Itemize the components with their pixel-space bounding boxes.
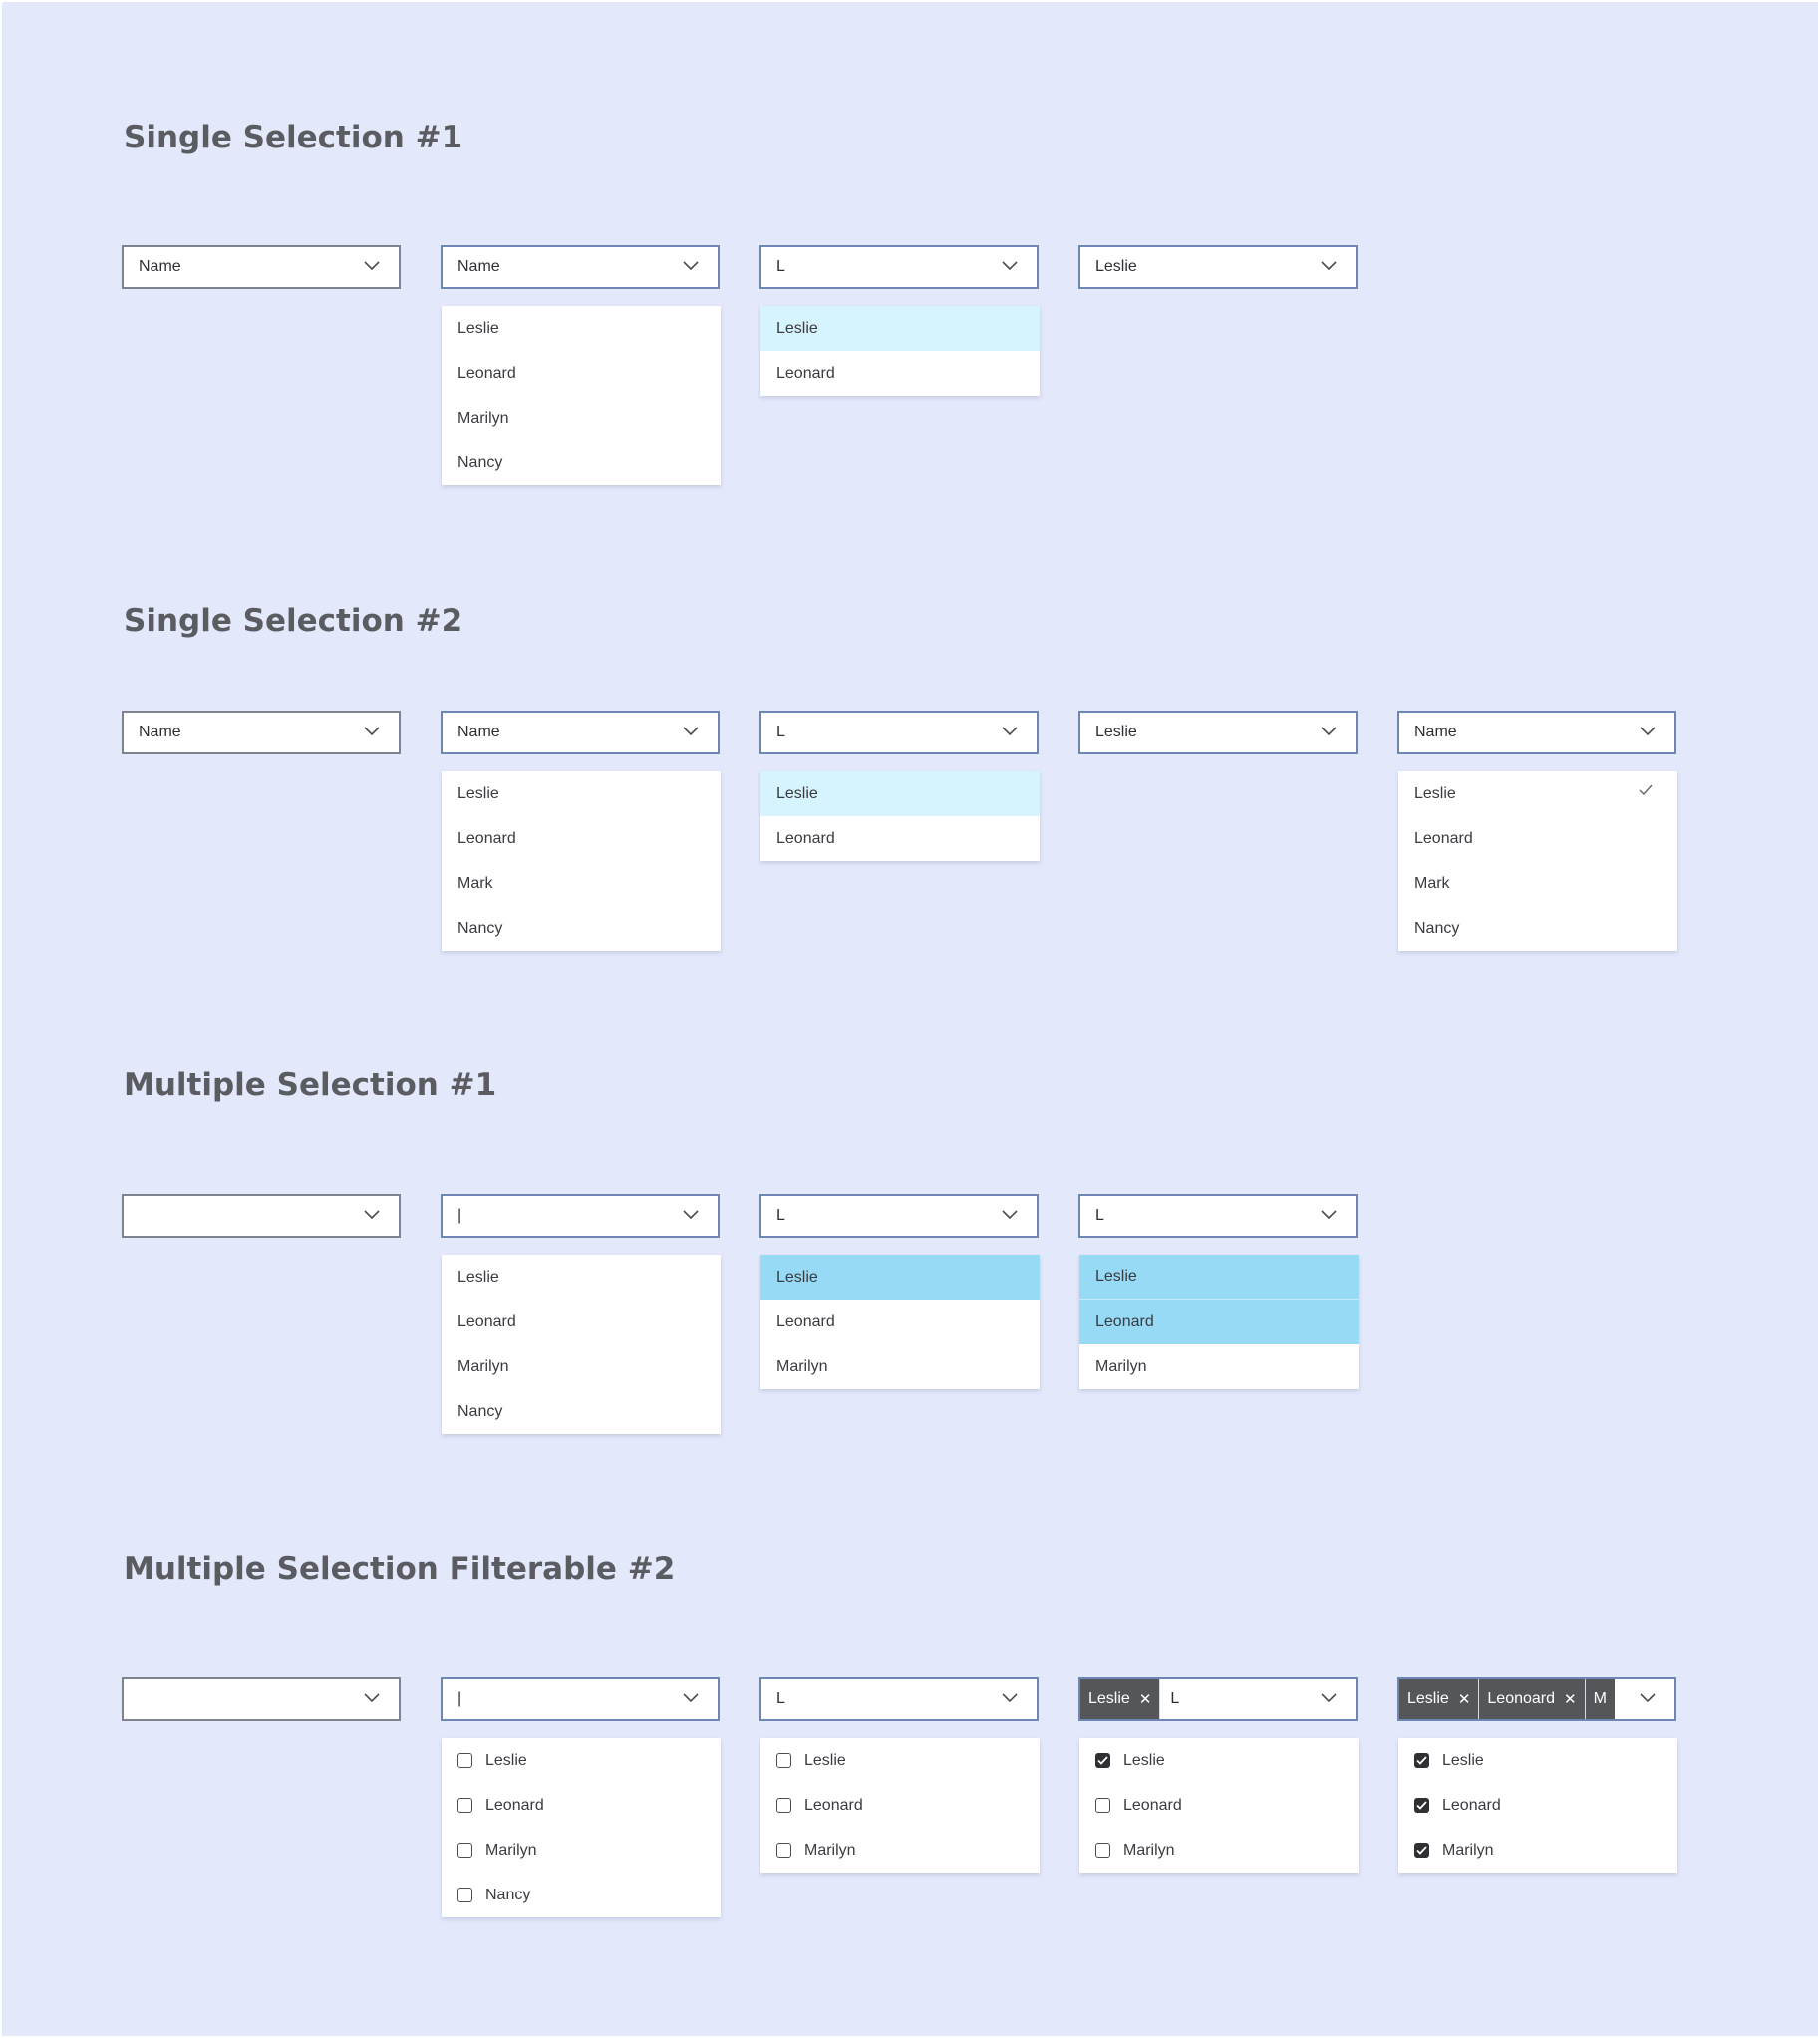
chevron-down-icon[interactable] [363, 725, 381, 738]
multi-select-open[interactable] [441, 1194, 720, 1238]
option-item[interactable]: Marilyn [776, 1357, 828, 1375]
checkbox-icon[interactable] [1095, 1798, 1110, 1813]
name-select-open-checked[interactable] [1397, 711, 1676, 754]
option-label: Leslie [1123, 1751, 1165, 1769]
close-icon[interactable]: ✕ [1457, 1691, 1471, 1708]
checkbox-option[interactable] [1079, 1783, 1359, 1828]
option-item[interactable]: Leslie [457, 1268, 499, 1286]
checkbox-option[interactable] [442, 1873, 721, 1917]
option-item[interactable]: Nancy [457, 919, 503, 937]
section-title-multiple-1: Multiple Selection #1 [124, 1067, 497, 1103]
checkbox-icon[interactable] [457, 1798, 472, 1813]
select-value: Name [457, 724, 500, 740]
selected-chip[interactable] [1479, 1679, 1585, 1719]
option-item[interactable]: Leonard [776, 364, 835, 382]
checkbox-icon[interactable] [457, 1843, 472, 1858]
chevron-down-icon[interactable] [363, 1208, 381, 1222]
selected-chip-truncated[interactable] [1586, 1679, 1615, 1719]
dropdown-menu [442, 306, 721, 485]
name-select-open[interactable] [441, 245, 720, 289]
option-item[interactable]: Mark [457, 874, 493, 892]
option-label: Leonard [485, 1796, 544, 1814]
section-title-single-1: Single Selection #1 [124, 120, 463, 155]
chip-label: Leslie [1088, 1690, 1130, 1707]
dropdown-menu [1398, 1738, 1677, 1873]
checkbox-option[interactable] [760, 1783, 1040, 1828]
option-label: Nancy [485, 1886, 531, 1903]
multi-chip-select[interactable] [1397, 1677, 1676, 1721]
multi-filter-select[interactable] [1078, 1194, 1358, 1238]
checkbox-option[interactable] [760, 1828, 1040, 1873]
checkbox-icon[interactable] [457, 1888, 472, 1902]
checkbox-option[interactable] [1398, 1738, 1677, 1783]
select-value: Name [139, 258, 181, 275]
select-value: L [776, 1207, 785, 1224]
dropdown-menu [1398, 771, 1677, 951]
option-label: Leslie [1414, 784, 1456, 802]
checkbox-option[interactable] [442, 1783, 721, 1828]
dropdown-menu [442, 1255, 721, 1434]
filter-select[interactable] [759, 711, 1039, 754]
checkbox-icon[interactable] [457, 1753, 472, 1768]
name-select-open[interactable] [441, 711, 720, 754]
chevron-down-icon[interactable] [1320, 725, 1338, 738]
select-value: L [776, 724, 785, 740]
select-value: Name [1414, 724, 1457, 740]
multi-chip-select[interactable] [1078, 1677, 1358, 1721]
selected-chip[interactable] [1080, 1679, 1160, 1719]
select-value: Leslie [1095, 724, 1137, 740]
option-label: Marilyn [1123, 1841, 1175, 1859]
option-item-selected[interactable]: Leslie [1079, 1255, 1359, 1300]
option-item[interactable]: Nancy [457, 453, 503, 471]
chevron-down-icon[interactable] [1001, 725, 1019, 738]
option-item[interactable]: Marilyn [1095, 1357, 1147, 1375]
checkbox-option[interactable] [1079, 1738, 1359, 1783]
chevron-down-icon[interactable] [682, 259, 700, 273]
checkbox-icon[interactable] [1414, 1843, 1429, 1858]
checkbox-icon[interactable] [776, 1798, 791, 1813]
dropdown-menu [1079, 1255, 1359, 1389]
dropdown-menu [760, 1738, 1040, 1873]
option-label: Leonard [1442, 1796, 1501, 1814]
option-item-highlighted[interactable]: Leslie [760, 771, 1040, 816]
dropdown-menu [442, 771, 721, 951]
name-select[interactable] [122, 711, 401, 754]
multi-checkbox-select[interactable] [759, 1677, 1039, 1721]
checkbox-icon[interactable] [1414, 1753, 1429, 1768]
chevron-down-icon[interactable] [363, 1691, 381, 1705]
multi-select[interactable] [122, 1677, 401, 1721]
chevron-down-icon[interactable] [1639, 1691, 1657, 1705]
option-item[interactable]: Leonard [776, 1312, 835, 1330]
checkbox-option[interactable] [1079, 1828, 1359, 1873]
chip-list [1399, 1679, 1615, 1719]
chevron-down-icon[interactable] [1001, 1208, 1019, 1222]
option-label: Leslie [804, 1751, 846, 1769]
option-item[interactable]: Leslie [457, 784, 499, 802]
option-item[interactable]: Leslie [457, 319, 499, 337]
chevron-down-icon[interactable] [682, 725, 700, 738]
checkbox-option[interactable] [1398, 1783, 1677, 1828]
option-label: Leonard [804, 1796, 863, 1814]
option-item-selected[interactable]: Leslie [760, 1255, 1040, 1300]
section-title-single-2: Single Selection #2 [124, 603, 463, 639]
chevron-down-icon[interactable] [682, 1691, 700, 1705]
option-item[interactable]: Nancy [457, 1402, 503, 1420]
dropdown-menu [760, 1255, 1040, 1389]
option-item[interactable]: Nancy [1414, 919, 1460, 937]
name-select[interactable] [122, 245, 401, 289]
chevron-down-icon[interactable] [1001, 1691, 1019, 1705]
select-value: Leslie [1095, 258, 1137, 275]
option-item[interactable]: Mark [1414, 874, 1450, 892]
chip-label: Leslie [1407, 1690, 1449, 1707]
option-item[interactable]: Leonard [457, 364, 516, 382]
select-value: L [1095, 1207, 1104, 1224]
option-label: Marilyn [485, 1841, 537, 1859]
option-label: Leonard [1123, 1796, 1182, 1814]
filter-select[interactable] [759, 245, 1039, 289]
selected-select[interactable] [1078, 245, 1358, 289]
option-label: Marilyn [804, 1841, 856, 1859]
option-item[interactable]: Marilyn [457, 409, 509, 427]
selected-select[interactable] [1078, 711, 1358, 754]
chevron-down-icon[interactable] [363, 259, 381, 273]
multi-checkbox-select[interactable] [441, 1677, 720, 1721]
chevron-down-icon[interactable] [682, 1208, 700, 1222]
dropdown-menu [1079, 1738, 1359, 1873]
section-title-multiple-filterable-2: Multiple Selection Filterable #2 [124, 1551, 676, 1587]
select-value: Name [457, 258, 500, 275]
select-value: L [776, 1690, 785, 1707]
option-item-selected[interactable]: Leonard [1079, 1300, 1359, 1344]
option-item[interactable]: Leonard [457, 1312, 516, 1330]
checkbox-icon[interactable] [1414, 1798, 1429, 1813]
option-item[interactable]: Leonard [1414, 829, 1473, 847]
checkbox-icon[interactable] [1095, 1753, 1110, 1768]
checkbox-icon[interactable] [776, 1753, 791, 1768]
selected-chip[interactable] [1399, 1679, 1479, 1719]
chip-label: M [1593, 1690, 1607, 1707]
checkbox-icon[interactable] [1095, 1843, 1110, 1858]
chip-label: Leonoard [1487, 1690, 1556, 1707]
select-value: L [1170, 1690, 1180, 1707]
dropdown-menu [760, 771, 1040, 861]
checkbox-option[interactable] [442, 1828, 721, 1873]
checkbox-option[interactable] [760, 1738, 1040, 1783]
chip-list [1080, 1679, 1179, 1719]
option-label: Leslie [485, 1751, 527, 1769]
chevron-down-icon[interactable] [1320, 1208, 1338, 1222]
option-label: Leslie [1442, 1751, 1484, 1769]
dropdown-menu [760, 306, 1040, 396]
select-value: | [457, 1690, 462, 1707]
option-item[interactable]: Leonard [776, 829, 835, 847]
page-canvas [2, 2, 1818, 2036]
checkbox-option[interactable] [1398, 1828, 1677, 1873]
select-value: L [776, 258, 785, 275]
checkbox-option[interactable] [442, 1738, 721, 1783]
chevron-down-icon[interactable] [1639, 725, 1657, 738]
close-icon[interactable]: ✕ [1564, 1691, 1577, 1708]
chevron-down-icon[interactable] [1001, 259, 1019, 273]
option-item-selected[interactable] [1398, 771, 1677, 816]
select-value: Name [139, 724, 181, 740]
option-item[interactable]: Leonard [457, 829, 516, 847]
check-icon [1638, 783, 1654, 802]
option-item[interactable]: Marilyn [457, 1357, 509, 1375]
select-value: | [457, 1207, 462, 1224]
multi-select[interactable] [122, 1194, 401, 1238]
checkbox-icon[interactable] [776, 1843, 791, 1858]
close-icon[interactable]: ✕ [1138, 1691, 1152, 1708]
chevron-down-icon[interactable] [1320, 1691, 1338, 1705]
option-item-highlighted[interactable]: Leslie [760, 306, 1040, 351]
chevron-down-icon[interactable] [1320, 259, 1338, 273]
option-label: Marilyn [1442, 1841, 1494, 1859]
multi-filter-select[interactable] [759, 1194, 1039, 1238]
dropdown-menu [442, 1738, 721, 1917]
